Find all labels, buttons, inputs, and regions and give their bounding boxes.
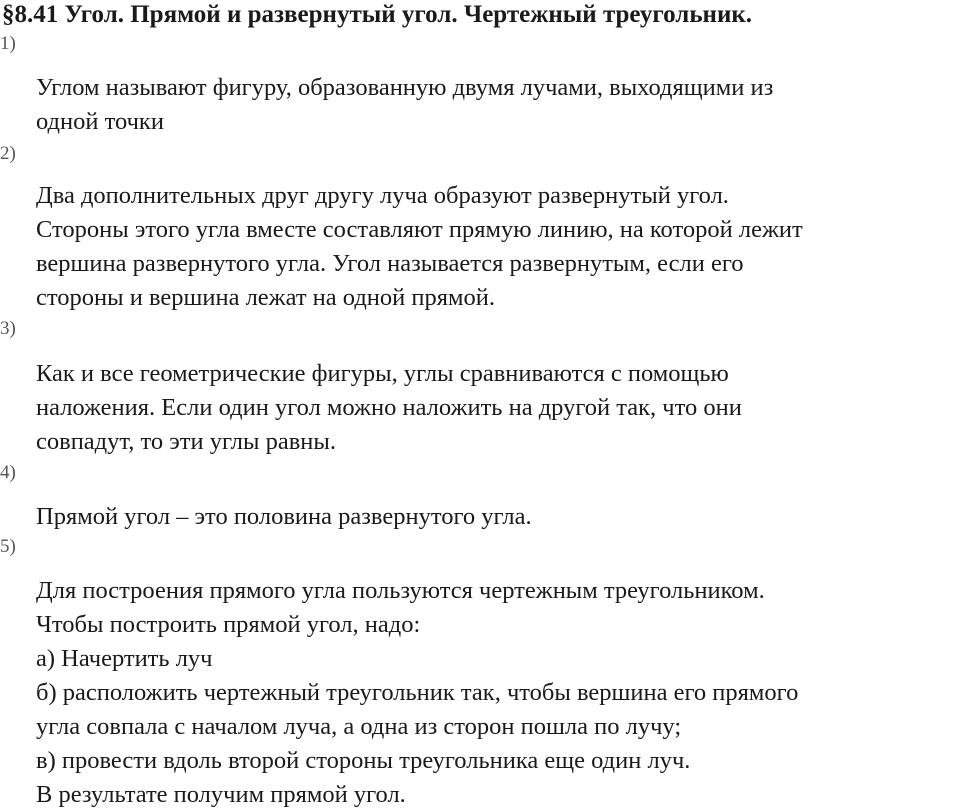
text-line: наложения. Если один угол можно наложить на другой так, что они bbox=[36, 394, 742, 421]
text-line: Углом называют фигуру, образованную двумя лучами, выходящими из bbox=[36, 74, 774, 101]
text-line: Стороны этого угла вместе составляют прямую линию, на которой лежит bbox=[36, 216, 803, 243]
text-line: б) расположить чертежный треугольник так, чтобы вершина его прямого bbox=[36, 679, 799, 706]
text-line: вершина развернутого угла. Угол называется развернутым, если его bbox=[36, 250, 744, 277]
text-line: Два дополнительных друг другу луча образуют развернутый угол. bbox=[36, 182, 729, 209]
section-title: §8.41 Угол. Прямой и развернутый угол. Чертежный треугольник. bbox=[2, 1, 753, 28]
item-text-1 bbox=[36, 71, 960, 139]
text-line: Чтобы построить прямой угол, надо: bbox=[36, 611, 421, 638]
item-text-3 bbox=[36, 357, 960, 459]
text-line: стороны и вершина лежат на одной прямой. bbox=[36, 284, 496, 311]
item-number-2: 2) bbox=[0, 143, 16, 164]
text-line: одной точки bbox=[36, 108, 164, 135]
text-line: угла совпала с началом луча, а одна из сторон пошла по лучу; bbox=[36, 713, 682, 740]
item-number-5: 5) bbox=[0, 536, 16, 557]
item-text-5 bbox=[36, 574, 960, 812]
text-line: В результате получим прямой угол. bbox=[36, 781, 406, 808]
text-line: совпадут, то эти углы равны. bbox=[36, 428, 336, 455]
text-line: Прямой угол – это половина развернутого угла. bbox=[36, 503, 532, 530]
text-line: а) Начертить луч bbox=[36, 645, 213, 672]
item-number-1: 1) bbox=[0, 33, 16, 54]
text-line: Для построения прямого угла пользуются чертежным треугольником. bbox=[36, 577, 765, 604]
item-number-3: 3) bbox=[0, 318, 16, 339]
text-line: в) провести вдоль второй стороны треугольника еще один луч. bbox=[36, 747, 691, 774]
item-text-2 bbox=[36, 179, 960, 315]
item-text-4 bbox=[36, 500, 960, 534]
item-number-4: 4) bbox=[0, 462, 16, 483]
text-line: Как и все геометрические фигуры, углы сравниваются с помощью bbox=[36, 360, 729, 387]
